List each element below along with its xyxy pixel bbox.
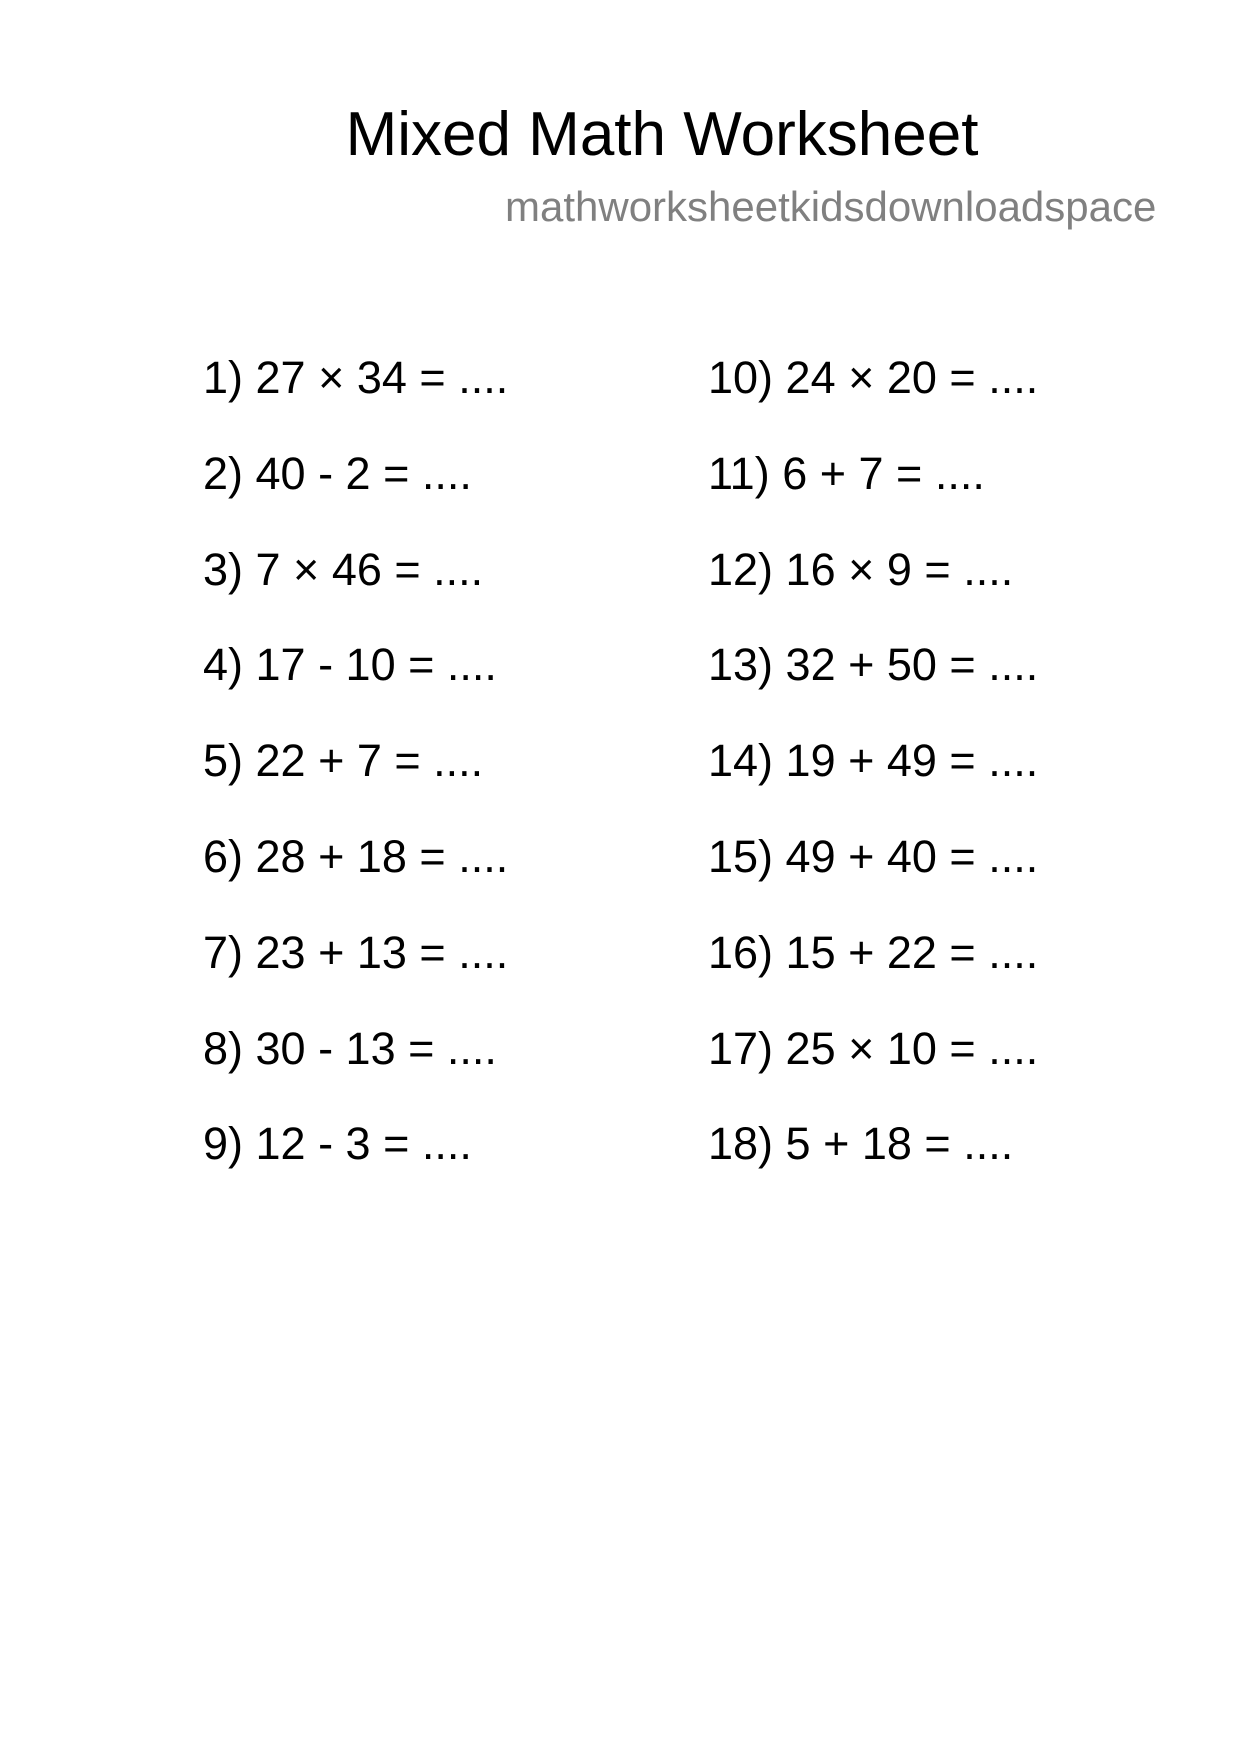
problem: 4) 17 - 10 = ....: [203, 639, 497, 691]
problem: 14) 19 + 49 = ....: [708, 735, 1039, 787]
problem: 13) 32 + 50 = ....: [708, 639, 1039, 691]
problem: 3) 7 × 46 = ....: [203, 543, 484, 595]
worksheet-title: Mixed Math Worksheet: [345, 100, 979, 169]
problem: 11) 6 + 7 = ....: [708, 447, 985, 499]
problem: 16) 15 + 22 = ....: [708, 926, 1039, 978]
problem-column-left: [203, 352, 508, 1214]
worksheet-subtitle: mathworksheetkidsdownloadspace: [505, 183, 1157, 230]
problem: 7) 23 + 13 = ....: [203, 926, 509, 978]
problem: 18) 5 + 18 = ....: [708, 1118, 1014, 1170]
problem: 1) 27 × 34 = ....: [203, 352, 509, 403]
problem: 17) 25 × 10 = ....: [708, 1022, 1039, 1074]
problem: 8) 30 - 13 = ....: [203, 1022, 497, 1074]
problem: 5) 22 + 7 = ....: [203, 735, 484, 787]
problem: 15) 49 + 40 = ....: [708, 830, 1039, 882]
problem: 2) 40 - 2 = ....: [203, 447, 472, 499]
problem: 12) 16 × 9 = ....: [708, 543, 1014, 595]
problem-column-right: [708, 352, 1038, 1214]
problem: 10) 24 × 20 = ....: [708, 352, 1039, 403]
problem: 6) 28 + 18 = ....: [203, 830, 509, 882]
problem: 9) 12 - 3 = ....: [203, 1118, 472, 1170]
